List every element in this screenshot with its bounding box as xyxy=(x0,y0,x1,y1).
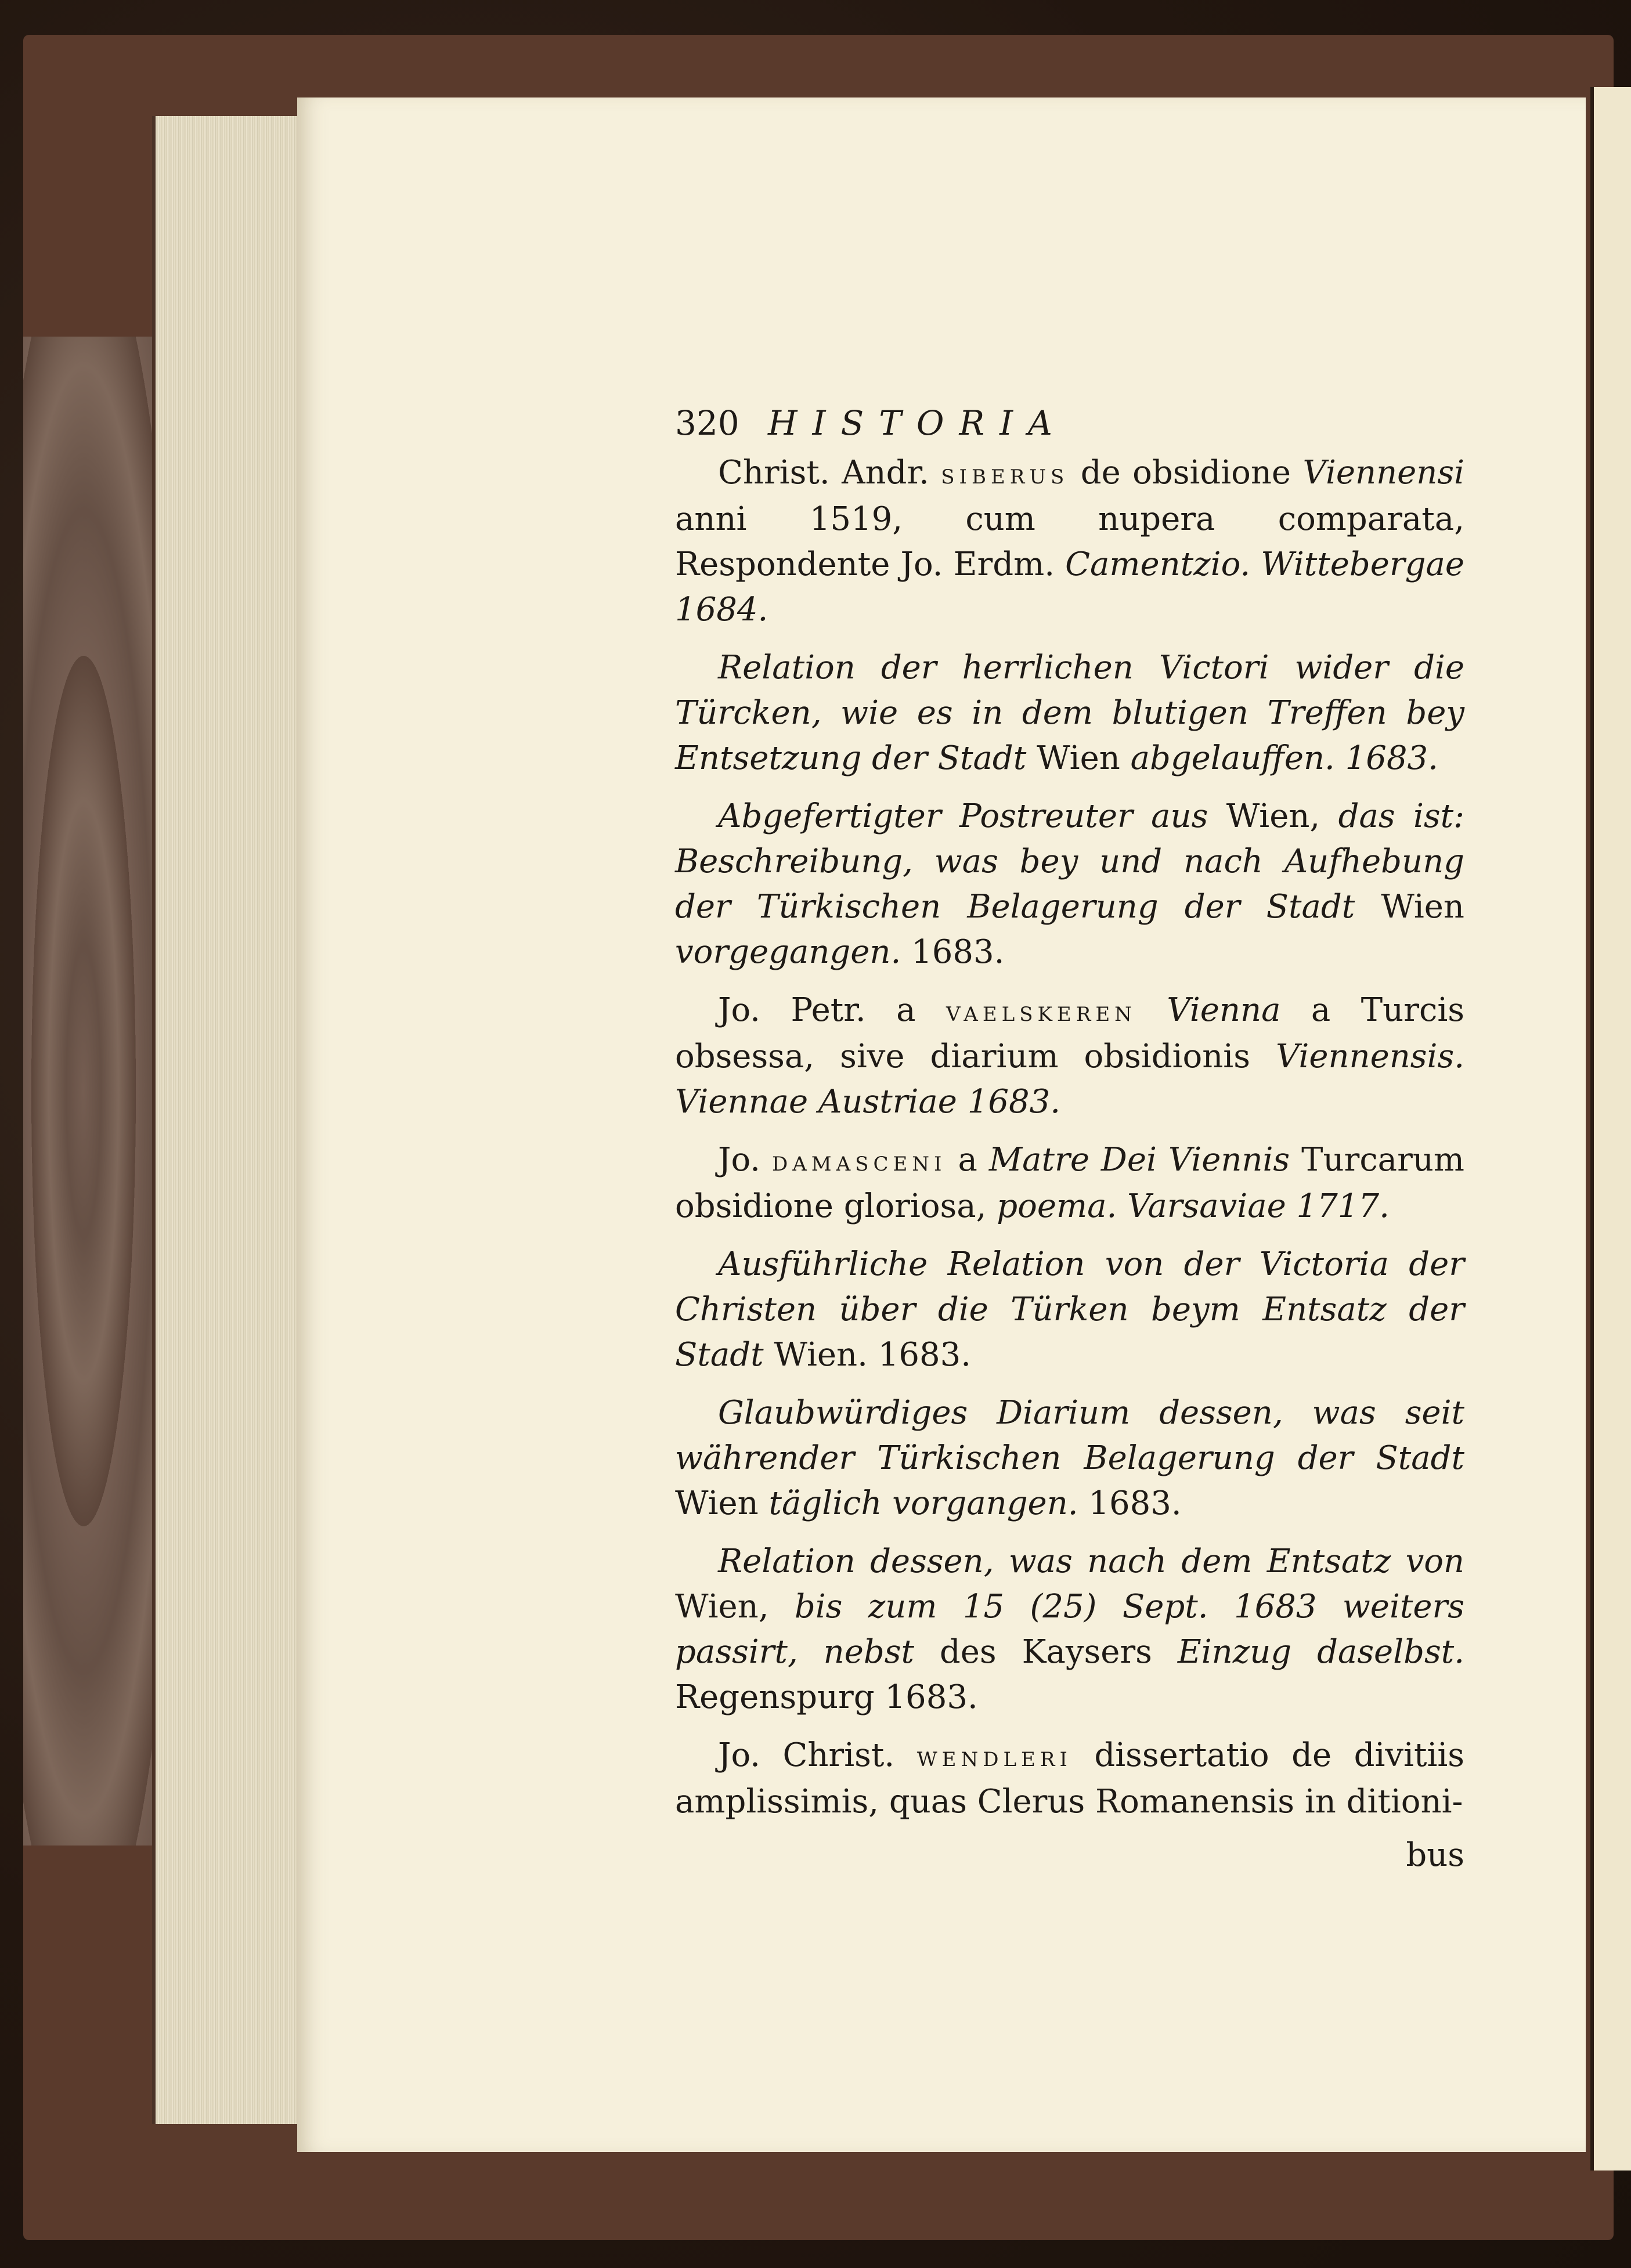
entry-text: 1683. xyxy=(901,933,1005,971)
entry-text: Wien xyxy=(1355,888,1464,926)
running-head: HISTORIA xyxy=(768,403,1067,443)
entry-italic: Einzug daselbst. xyxy=(1177,1633,1464,1671)
entry-text: Jo. xyxy=(718,1141,772,1179)
entry-text: Wien xyxy=(675,1485,769,1522)
entry-text: Wien, xyxy=(675,1588,795,1626)
entry-diarium xyxy=(675,1391,1464,1526)
entry-italic: abgelauffen. 1683. xyxy=(1130,739,1438,777)
entry-vaelskeren xyxy=(675,988,1464,1125)
entry-text: a Turcis obsessa, sive diarium obsidionis xyxy=(675,991,1464,1075)
entry-italic: Viennensi xyxy=(1302,454,1464,492)
entry-text: 1683. xyxy=(1078,1485,1182,1522)
entry-italic: Relation der herrlichen Victori wider die Türcken, wie es in dem blutigen Treffen bey Entsetzung der Stadt xyxy=(675,649,1464,777)
entry-text: des Kaysers xyxy=(914,1633,1178,1671)
entry-wendleri xyxy=(675,1733,1464,1825)
entry-text: Jo. Petr. a xyxy=(718,991,947,1029)
entry-italic: täglich vorgangen. xyxy=(768,1485,1078,1522)
entry-text: anni 1519, cum nupera comparata, Respondente Jo. Erdm. xyxy=(675,500,1464,583)
entry-text: Wien, xyxy=(1208,797,1338,835)
entry-italic: Abgefertigter Postreuter aus xyxy=(718,797,1208,835)
facing-page-edge xyxy=(1590,87,1631,2171)
entry-damasceni xyxy=(675,1137,1464,1229)
page-number: 320 xyxy=(675,403,739,443)
entry-text: Christ. Andr. xyxy=(718,454,941,492)
entry-text: de obsidione xyxy=(1069,454,1303,492)
entry-siberus xyxy=(675,450,1464,633)
entry-text: Wien xyxy=(1026,739,1131,777)
entry-text: Regenspurg 1683. xyxy=(675,1678,978,1716)
entry-text: Wien. 1683. xyxy=(763,1336,972,1374)
entry-italic: Camentzio. Wittebergae 1684. xyxy=(675,546,1465,629)
page-header xyxy=(675,400,1464,446)
entry-italic: vorgegangen. xyxy=(675,933,901,971)
author-name: damasceni xyxy=(771,1145,947,1178)
entry-text: a xyxy=(946,1141,989,1179)
entry-ausfuehrliche xyxy=(675,1242,1464,1378)
page-text xyxy=(675,400,1464,1878)
author-name: siberus xyxy=(941,458,1069,490)
entry-text xyxy=(1283,1394,1312,1432)
entry-text: Jo. Christ. xyxy=(718,1736,917,1774)
entry-italic: Matre Dei Viennis xyxy=(988,1141,1290,1179)
entry-italic: Viennensis. Viennae Austriae 1683. xyxy=(675,1038,1464,1121)
entry-italic: das ist: Beschreibung, was bey und nach Aufhebung der Türkischen Belagerung der Stadt xyxy=(675,797,1464,926)
marbled-board xyxy=(23,337,174,1846)
entry-italic: Relation dessen, was nach dem Entsatz von xyxy=(718,1543,1464,1580)
entry-text xyxy=(1136,991,1167,1029)
entry-italic: Glaubwürdiges Diarium dessen, xyxy=(718,1394,1283,1432)
entry-italic: Vienna xyxy=(1167,991,1281,1029)
entry-text: dissertatio de divitiis amplissimis, quas Clerus Romanensis in ditioni- xyxy=(675,1736,1465,1821)
author-name: vaelskeren xyxy=(946,995,1136,1028)
entry-italic: bis zum 15 (25) Sept. 1683 weiters passirt, nebst xyxy=(675,1588,1465,1671)
entry-italic: was seit währender Türkischen Belagerung der Stadt xyxy=(675,1394,1464,1477)
entry-postreuter xyxy=(675,794,1464,975)
author-name: wendleri xyxy=(916,1740,1072,1773)
entry-relation-victori xyxy=(675,645,1464,781)
entry-relation-dessen xyxy=(675,1539,1464,1720)
entry-italic: poema. Varsaviae 1717. xyxy=(997,1187,1390,1225)
entry-text: Turcarum obsidione gloriosa, xyxy=(675,1141,1465,1225)
entry-italic: Ausführliche Relation von der Victoria der Christen über die Türken beym Entsatz der Stadt xyxy=(675,1245,1464,1374)
page-edges xyxy=(152,116,301,2124)
catchword: bus xyxy=(1406,1836,1464,1874)
